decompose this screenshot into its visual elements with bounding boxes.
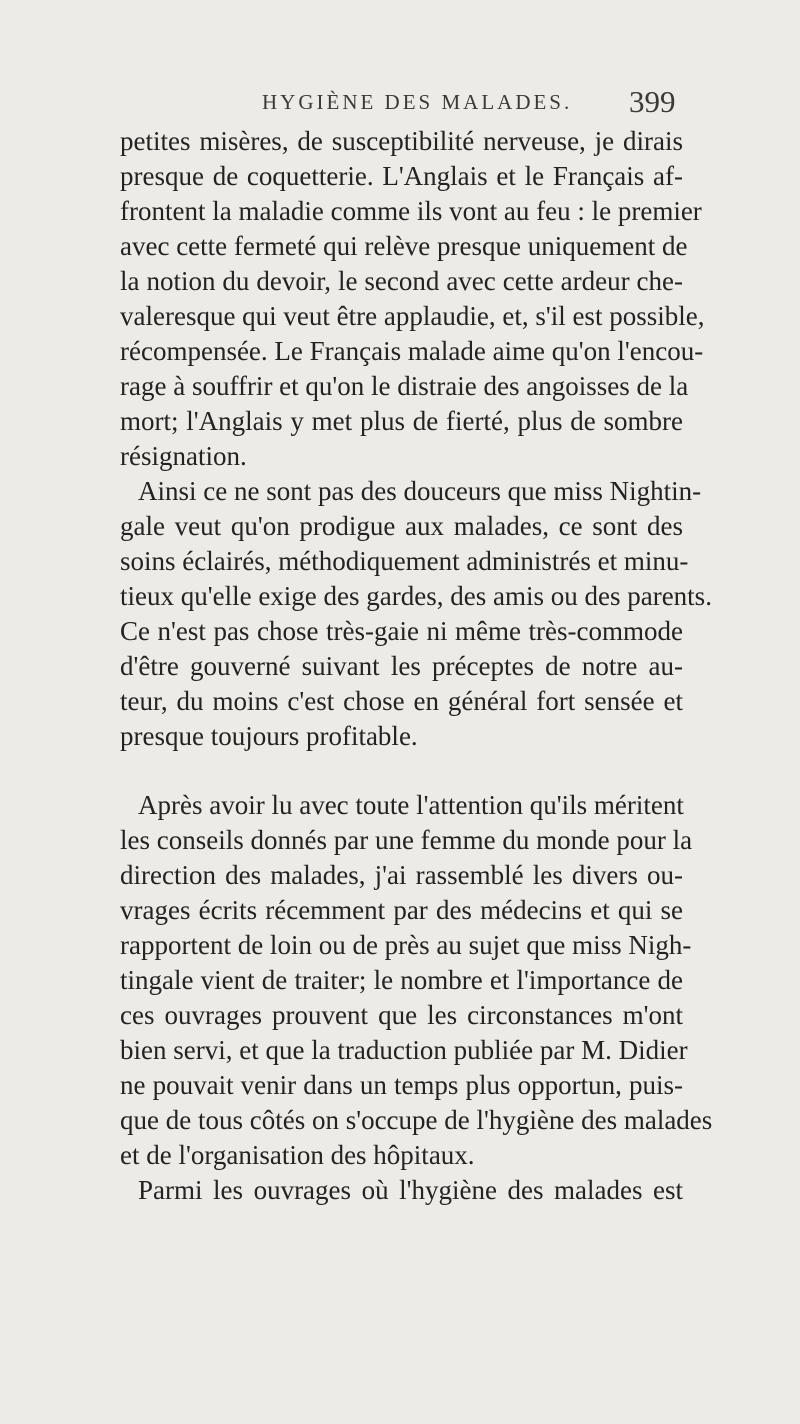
text-line: résignation.: [120, 441, 247, 471]
text-line: que de tous côtés on s'occupe de l'hygiène des malades: [120, 1105, 713, 1135]
text-line: tingale vient de traiter; le nombre et l'importance de: [120, 965, 683, 995]
text-line: d'être gouverné suivant les préceptes de notre au-: [120, 651, 683, 681]
text-line: récompensée. Le Français malade aime qu'on l'encou-: [120, 336, 704, 366]
text-line: vrages écrits récemment par des médecins et qui se: [120, 895, 683, 925]
text-line: avec cette fermeté qui relève presque uniquement de: [120, 231, 688, 261]
text-line: presque de coquetterie. L'Anglais et le Français af-: [120, 161, 683, 191]
text-line: petites misères, de susceptibilité nerveuse, je dirais: [120, 126, 683, 156]
paragraph: [120, 788, 713, 1173]
text-line: Ainsi ce ne sont pas des douceurs que miss Nightin-: [138, 476, 702, 506]
page-number: 399: [629, 84, 676, 119]
text-line: soins éclairés, méthodiquement administrés et minu-: [120, 546, 689, 576]
paragraph: [120, 124, 705, 474]
text-line: Après avoir lu avec toute l'attention qu'ils méritent: [138, 790, 684, 820]
running-head: [0, 84, 800, 119]
text-line: Ce n'est pas chose très-gaie ni même très-commode: [120, 616, 683, 646]
paragraph: [120, 1173, 683, 1208]
text-line: rapportent de loin ou de près au sujet que miss Nigh-: [120, 930, 692, 960]
text-line: direction des malades, j'ai rassemblé les divers ou-: [120, 860, 683, 890]
text-line: et de l'organisation des hôpitaux.: [120, 1140, 475, 1170]
text-line: frontent la maladie comme ils vont au feu : le premier: [120, 196, 702, 226]
text-line: les conseils donnés par une femme du monde pour la: [120, 825, 693, 855]
text-line: bien servi, et que la traduction publiée par M. Didier: [120, 1035, 688, 1065]
text-line: ces ouvrages prouvent que les circonstances m'ont: [120, 1000, 683, 1030]
text-line: tieux qu'elle exige des gardes, des amis ou des parents.: [120, 581, 712, 611]
paragraph: [120, 474, 712, 754]
text-line: ne pouvait venir dans un temps plus opportun, puis-: [120, 1070, 683, 1100]
text-line: mort; l'Anglais y met plus de fierté, plus de sombre: [120, 406, 683, 436]
text-line: presque toujours profitable.: [120, 721, 418, 751]
text-line: la notion du devoir, le second avec cette ardeur che-: [120, 266, 683, 296]
text-line: gale veut qu'on prodigue aux malades, ce sont des: [120, 511, 683, 541]
text-line: teur, du moins c'est chose en général fort sensée et: [120, 686, 683, 716]
text-line: rage à souffrir et qu'on le distraie des angoisses de la: [120, 371, 689, 401]
paragraph-gap: [120, 754, 683, 788]
text-line: valeresque qui veut être applaudie, et, s'il est possible,: [120, 301, 705, 331]
body-text: [120, 124, 713, 1208]
running-title: HYGIÈNE DES MALADES.: [262, 90, 573, 114]
text-line: Parmi les ouvrages où l'hygiène des malades est: [138, 1175, 683, 1205]
